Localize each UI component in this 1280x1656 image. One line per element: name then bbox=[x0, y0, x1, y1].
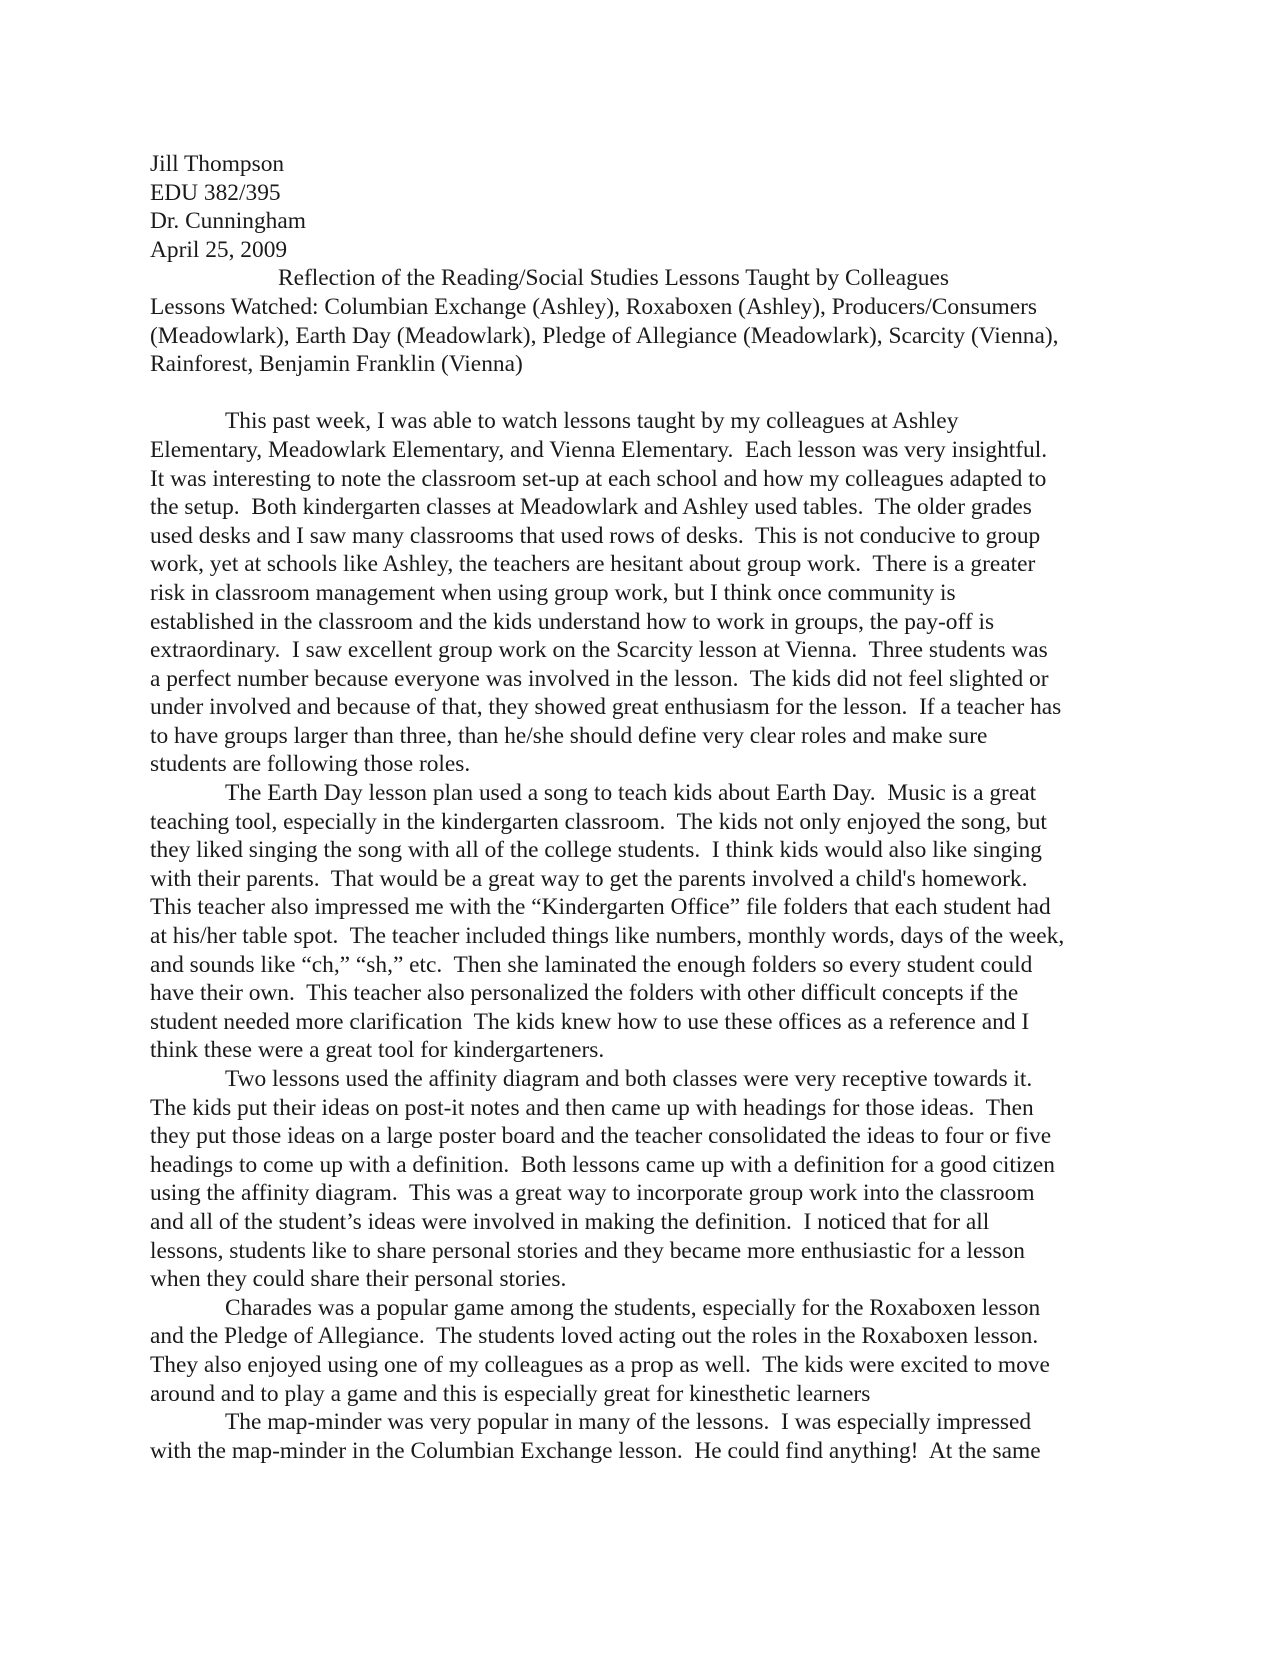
document-title: Reflection of the Reading/Social Studies Lessons Taught by Colleagues bbox=[278, 265, 949, 292]
paragraph-line: lessons, students like to share personal stories and they became more enthusiastic for a lesson bbox=[150, 1237, 1025, 1264]
paragraph-line: It was interesting to note the classroom set-up at each school and how my colleagues adapted to bbox=[150, 465, 1047, 492]
paragraph-line: extraordinary. I saw excellent group work on the Scarcity lesson at Vienna. Three students was bbox=[150, 637, 1048, 664]
document-date: April 25, 2009 bbox=[150, 236, 288, 263]
paragraph-line: at his/her table spot. The teacher included things like numbers, monthly words, days of the week, bbox=[150, 923, 1065, 950]
paragraph-line: used desks and I saw many classrooms that used rows of desks. This is not conducive to group bbox=[150, 522, 1041, 549]
lessons-watched-line: Rainforest, Benjamin Franklin (Vienna) bbox=[150, 351, 523, 378]
paragraph-line: work, yet at schools like Ashley, the teachers are hesitant about group work. There is a greater bbox=[150, 551, 1036, 578]
paragraph-1 bbox=[150, 407, 1140, 779]
paragraph-line: They also enjoyed using one of my colleagues as a prop as well. The kids were excited to move bbox=[150, 1351, 1050, 1378]
paragraph-line: with their parents. That would be a great way to get the parents involved a child's homework. bbox=[150, 865, 1028, 892]
paragraph-line: This past week, I was able to watch lessons taught by my colleagues at Ashley bbox=[225, 408, 959, 435]
paragraph-line: Charades was a popular game among the students, especially for the Roxaboxen lesson bbox=[225, 1294, 1041, 1321]
paragraph-line: under involved and because of that, they showed great enthusiasm for the lesson. If a teacher has bbox=[150, 694, 1062, 721]
blank-line bbox=[150, 379, 1140, 408]
paragraph-line: with the map-minder in the Columbian Exchange lesson. He could find anything! At the same bbox=[150, 1437, 1041, 1464]
paragraph-line: they liked singing the song with all of the college students. I think kids would also like singing bbox=[150, 837, 1042, 864]
paragraph-line: to have groups larger than three, than he/she should define very clear roles and make sure bbox=[150, 722, 988, 749]
paragraph-line: when they could share their personal stories. bbox=[150, 1266, 567, 1293]
paragraph-line: The Earth Day lesson plan used a song to teach kids about Earth Day. Music is a great bbox=[225, 780, 1037, 807]
paragraph-line: The kids put their ideas on post-it notes and then came up with headings for those ideas. Then bbox=[150, 1094, 1034, 1121]
paragraph-line: using the affinity diagram. This was a great way to incorporate group work into the classroom bbox=[150, 1180, 1035, 1207]
paragraph-line: the setup. Both kindergarten classes at Meadowlark and Ashley used tables. The older grades bbox=[150, 494, 1032, 521]
paragraph-line: headings to come up with a definition. Both lessons came up with a definition for a good citizen bbox=[150, 1151, 1055, 1178]
paragraph-line: established in the classroom and the kids understand how to work in groups, the pay-off is bbox=[150, 608, 995, 635]
paragraph-line: and the Pledge of Allegiance. The students loved acting out the roles in the Roxaboxen lesson. bbox=[150, 1323, 1039, 1350]
document-body bbox=[150, 150, 1140, 1465]
paragraph-line: and sounds like “ch,” “sh,” etc. Then she laminated the enough folders so every student could bbox=[150, 951, 1033, 978]
paragraph-line: and all of the student’s ideas were involved in making the definition. I noticed that for all bbox=[150, 1208, 990, 1235]
paragraph-line: students are following those roles. bbox=[150, 751, 471, 778]
paragraph-line: The map-minder was very popular in many of the lessons. I was especially impressed bbox=[225, 1409, 1032, 1436]
paragraph-line: a perfect number because everyone was involved in the lesson. The kids did not feel slighted or bbox=[150, 665, 1049, 692]
paragraph-line: think these were a great tool for kindergarteners. bbox=[150, 1037, 605, 1064]
paragraph-2 bbox=[150, 779, 1140, 1065]
paragraph-line: Two lessons used the affinity diagram and both classes were very receptive towards it. bbox=[225, 1066, 1033, 1092]
paragraph-line: risk in classroom management when using group work, but I think once community is bbox=[150, 579, 956, 606]
author-name: Jill Thompson bbox=[150, 151, 285, 177]
instructor-name: Dr. Cunningham bbox=[150, 208, 306, 235]
paragraph-5 bbox=[150, 1408, 1140, 1465]
paragraph-line: around and to play a game and this is especially great for kinesthetic learners bbox=[150, 1380, 871, 1407]
paragraph-4 bbox=[150, 1294, 1140, 1408]
paragraph-line: Elementary, Meadowlark Elementary, and Vienna Elementary. Each lesson was very insightful. bbox=[150, 436, 1048, 463]
paragraph-line: they put those ideas on a large poster board and the teacher consolidated the ideas to four or five bbox=[150, 1123, 1052, 1150]
paragraph-line: student needed more clarification The kids knew how to use these offices as a reference and I bbox=[150, 1008, 1030, 1035]
paragraph-line: have their own. This teacher also personalized the folders with other difficult concepts if the bbox=[150, 980, 1019, 1007]
lessons-watched-line: Lessons Watched: Columbian Exchange (Ashley), Roxaboxen (Ashley), Producers/Consumers bbox=[150, 293, 1038, 320]
paragraph-3 bbox=[150, 1065, 1140, 1294]
lessons-watched bbox=[150, 293, 1140, 379]
course-code: EDU 382/395 bbox=[150, 179, 281, 206]
paragraph-line: teaching tool, especially in the kindergarten classroom. The kids not only enjoyed the song, but bbox=[150, 808, 1047, 835]
paragraph-line: This teacher also impressed me with the “Kindergarten Office” file folders that each student had bbox=[150, 894, 1051, 921]
lessons-watched-line: (Meadowlark), Earth Day (Meadowlark), Pledge of Allegiance (Meadowlark), Scarcity (Vienna), bbox=[150, 322, 1059, 349]
